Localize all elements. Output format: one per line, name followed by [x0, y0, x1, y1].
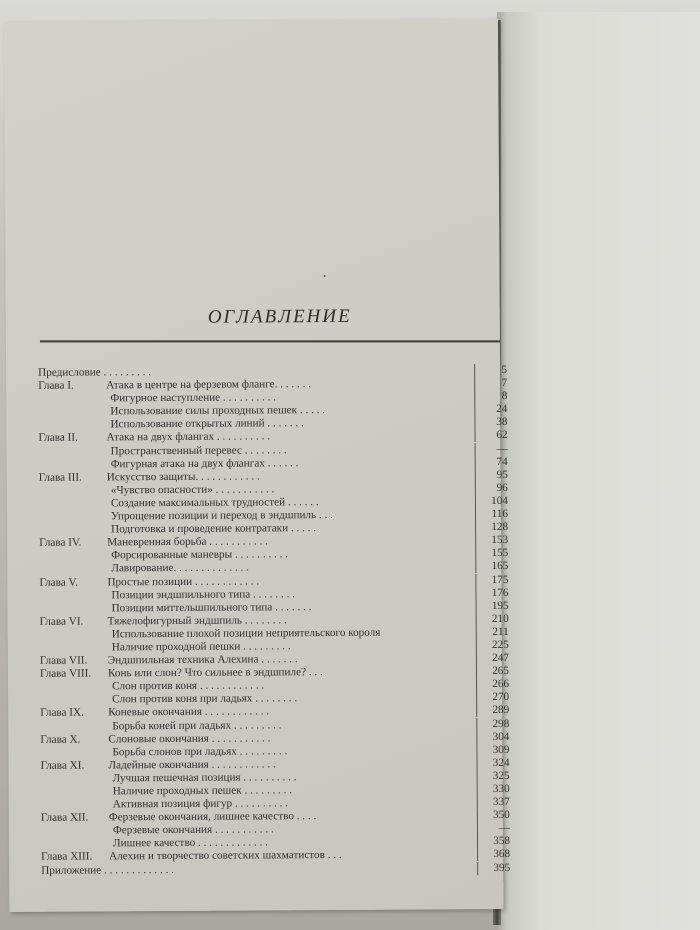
- toc-entry-title: Активная позиция фигур . . . . . . . . . .: [112, 797, 289, 811]
- toc-entry-title: Искусство защиты. . . . . . . . . . . .: [106, 470, 260, 484]
- toc-entry-title: Атака на двух флангах . . . . . . . . . .: [106, 430, 271, 444]
- toc-entry-title: Эндшпильная техника Алехина . . . . . . .: [107, 653, 298, 667]
- toc-entry-title: Предисловие . . . . . . . . .: [38, 366, 152, 379]
- toc-entry-title: Лишнее качество . . . . . . . . . . . . .: [112, 836, 268, 850]
- toc-page-number: 210: [476, 613, 509, 626]
- toc-page-number: 96: [475, 482, 508, 495]
- toc-entry-title: Атака в центре на ферзевом фланге. . . . . . .: [106, 378, 312, 392]
- toc-entry-title: Ферзевые окончания . . . . . . . . . . .: [112, 823, 274, 837]
- toc-page-number: 265: [476, 665, 509, 678]
- toc-page-number: 309: [476, 744, 509, 757]
- toc-page-number: 116: [475, 508, 508, 521]
- toc-entry-title: Использование открытых линий . . . . . . .: [110, 417, 304, 431]
- toc-page-number: 62: [474, 429, 507, 442]
- toc-entry-title: Коневые окончания . . . . . . . . . . . .: [108, 705, 270, 719]
- toc-page-number: 358: [477, 835, 510, 848]
- title-rule: [40, 340, 500, 342]
- toc-page-number: 337: [477, 796, 510, 809]
- toc-page-number: 5: [474, 364, 507, 377]
- toc-chapter-label: Глава XIII.: [41, 850, 93, 864]
- toc-entry-title: Фигурная атака на двух флангах . . . . . .: [110, 456, 299, 471]
- toc-page-number: 247: [476, 652, 509, 665]
- toc-page-number: 38: [474, 416, 507, 429]
- ink-speck: [324, 275, 326, 277]
- toc-entry-title: Наличие проходных пешек . . . . . . . . .: [112, 784, 293, 798]
- toc-entry-title: Слоновые окончания . . . . . . . . . . .: [108, 732, 271, 746]
- toc-row: [41, 861, 509, 877]
- toc-page-number: 175: [475, 573, 508, 586]
- toc-page-number: 165: [475, 560, 508, 573]
- toc-page-number: 270: [476, 691, 509, 704]
- toc-entry-title: Использование силы проходных пешек . . . . .: [110, 404, 326, 418]
- toc-page-number: 266: [476, 678, 509, 691]
- toc-entry-title: Наличие проходной пешки . . . . . . . . .: [111, 640, 291, 654]
- toc-chapter-label: Глава III.: [38, 471, 82, 484]
- toc-chapter-label: Глава IX.: [40, 706, 84, 720]
- toc-entry-title: Борьба слонов при ладьях . . . . . . . . .: [112, 745, 288, 759]
- toc-page-number: 176: [475, 587, 508, 600]
- right-blank-page: [497, 12, 700, 930]
- toc-chapter-label: Глава VII.: [39, 654, 88, 667]
- toc-chapter-label: Глава VI.: [39, 615, 84, 628]
- toc-entry-title: Алехин и творчество советских шахматистов . . .: [109, 849, 342, 863]
- toc-entry-title: Тяжелофигурный эндшпиль . . . . . . . .: [107, 614, 287, 628]
- toc-page-number: 325: [477, 770, 510, 783]
- toc-entry-title: Позиции эндшпильного типа . . . . . . . .: [111, 587, 295, 601]
- toc-page-number: 304: [476, 731, 509, 744]
- toc-entry-title: Подготовка и проведение контратаки . . . . .: [111, 522, 317, 536]
- toc-entry-title: Борьба коней при ладьях . . . . . . . . .: [112, 718, 282, 732]
- toc-page-number: 128: [475, 521, 508, 534]
- toc-page-number: 324: [476, 757, 509, 770]
- toc-chapter-label: Глава I.: [38, 379, 74, 392]
- toc-entry-title: Фигурное наступление . . . . . . . . . .: [110, 391, 277, 405]
- toc-entry-title: Слон против коня . . . . . . . . . . . .: [112, 679, 265, 693]
- toc-page-number: 225: [476, 639, 509, 652]
- toc-entry-title: Создание максимальных трудностей . . . . . .: [110, 496, 319, 510]
- toc-entry-title: Ладейные окончания . . . . . . . . . . . .: [108, 758, 276, 772]
- toc-entry-title: Упрощение позиции и переход в эндшпиль . . .: [110, 509, 333, 523]
- toc-entry-title: «Чувство опасности» . . . . . . . . . . .: [110, 483, 275, 497]
- toc-entry-title: Использование плохой позиции неприятельского короля: [111, 626, 381, 641]
- toc-page-number: 330: [477, 783, 510, 796]
- toc-page-number: 104: [475, 495, 508, 508]
- toc-chapter-label: Глава IV.: [39, 536, 82, 550]
- toc-chapter-label: Глава VIII.: [39, 667, 92, 680]
- toc-chapter-label: Глава V.: [39, 576, 78, 589]
- toc-page-number: 350: [477, 809, 510, 822]
- toc-page-number: 24: [474, 403, 507, 416]
- contents-page: [4, 19, 511, 912]
- toc-entry-title: Форсированные маневры . . . . . . . . . .: [111, 548, 289, 562]
- toc-entry-title: Ферзевые окончания, лишнее качество . . . .: [108, 810, 317, 824]
- toc-page-number: —: [477, 822, 510, 835]
- toc-page-number: 211: [476, 626, 509, 639]
- toc-page-number: 395: [477, 861, 510, 874]
- toc-chapter-label: Глава X.: [40, 733, 81, 746]
- toc-page-number: 153: [475, 534, 508, 547]
- toc-page-number: 8: [474, 390, 507, 403]
- toc-page-number: 7: [474, 377, 507, 390]
- toc-chapter-label: Глава XII.: [40, 811, 89, 824]
- toc-page-number: 298: [476, 717, 509, 730]
- toc-page-number: 195: [476, 600, 509, 613]
- toc-page-number: 95: [475, 469, 508, 482]
- table-of-contents: [38, 364, 509, 878]
- toc-entry-title: Пространственный перевес . . . . . . . .: [110, 443, 287, 457]
- toc-entry-title: Приложение . . . . . . . . . . . . .: [41, 863, 174, 877]
- page-title: ОГЛАВЛЕНИЕ: [207, 305, 352, 328]
- toc-entry-title: Конь или слон? Что сильнее в эндшпиле? . . .: [107, 666, 323, 680]
- toc-entry-title: Маневренная борьба . . . . . . . . . . .: [107, 535, 268, 549]
- toc-entry-title: Лучшая пешечная позиция . . . . . . . . . .: [112, 771, 297, 785]
- toc-entry-title: Простые позиции . . . . . . . . . . . .: [107, 574, 260, 588]
- toc-page-number: 289: [476, 704, 509, 717]
- toc-chapter-label: Глава XI.: [40, 759, 85, 772]
- toc-page-number: 74: [475, 456, 508, 469]
- toc-page-number: 155: [475, 547, 508, 560]
- toc-entry-title: Позиции миттельшпильного типа . . . . . . .: [111, 600, 312, 615]
- toc-page-number: 368: [477, 848, 510, 861]
- toc-entry-title: Лавирование. . . . . . . . . . . . . .: [111, 561, 249, 575]
- toc-chapter-label: Глава II.: [38, 432, 78, 445]
- toc-page-number: —: [475, 442, 508, 455]
- toc-entry-title: Слон против коня при ладьях . . . . . . . .: [112, 692, 298, 706]
